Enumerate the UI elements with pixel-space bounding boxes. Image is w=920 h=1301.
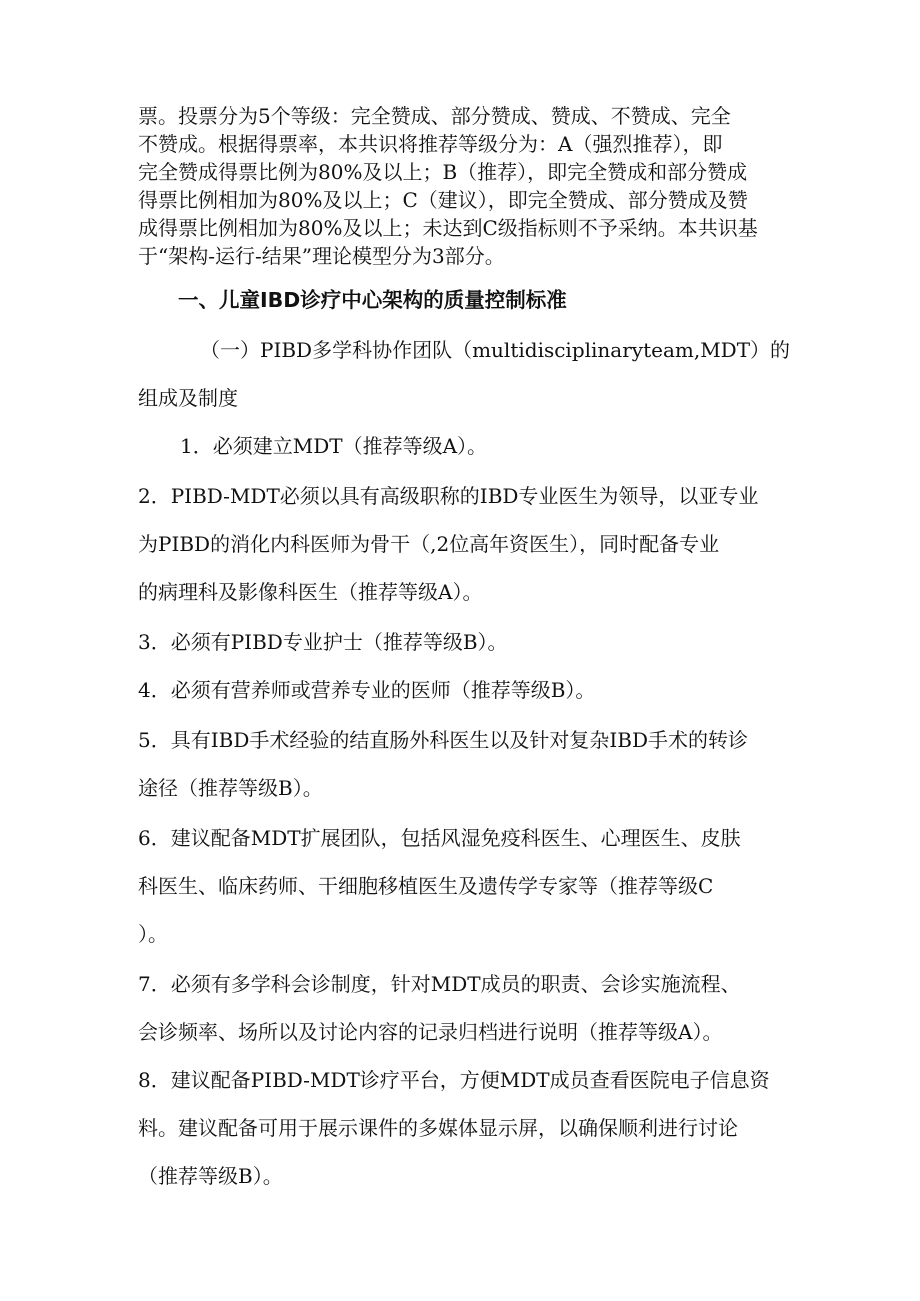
intro-line: 于“架构-运行-结果”理论模型分为3部分。 [138, 244, 505, 268]
list-item-2-line: 2．PIBD-MDT必须以具有高级职称的IBD专业医生为领导，以亚专业 [138, 484, 759, 508]
intro-line: 票。投票分为5个等级：完全赞成、部分赞成、赞成、不赞成、完全 [138, 104, 731, 128]
subsection-heading-line2: 组成及制度 [138, 386, 238, 410]
list-item-5-line: 5．具有IBD手术经验的结直肠外科医生以及针对复杂IBD手术的转诊 [138, 728, 748, 752]
list-item-5-line: 途径（推荐等级B）。 [138, 776, 323, 800]
list-item-3: 3．必须有PIBD专业护士（推荐等级B）。 [138, 630, 508, 654]
section-heading: 一、儿童IBD诊疗中心架构的质量控制标准 [178, 288, 567, 312]
intro-line: 得票比例相加为80%及以上；C（建议），即完全赞成、部分赞成及赞 [138, 188, 748, 212]
intro-line: 成得票比例相加为80%及以上；未达到C级指标则不予采纳。本共识基 [138, 216, 758, 240]
list-item-1: 1．必须建立MDT（推荐等级A）。 [180, 434, 488, 458]
list-item-7-line: 会诊频率、场所以及讨论内容的记录归档进行说明（推荐等级A）。 [138, 1020, 723, 1044]
list-item-8-line: 8．建议配备PIBD-MDT诊疗平台，方便MDT成员查看医院电子信息资 [138, 1068, 770, 1092]
intro-line: 不赞成。根据得票率，本共识将推荐等级分为：A（强烈推荐），即 [138, 132, 723, 156]
intro-line: 完全赞成得票比例为80%及以上；B（推荐），即完全赞成和部分赞成 [138, 160, 748, 184]
list-item-2-line: 为PIBD的消化内科医师为骨干（,2位高年资医生），同时配备专业 [138, 532, 720, 556]
list-item-6-line: 6．建议配备MDT扩展团队，包括风湿免疫科医生、心理医生、皮肤 [138, 826, 741, 850]
list-item-6-line: ）。 [138, 922, 168, 946]
list-item-7-line: 7．必须有多学科会诊制度，针对MDT成员的职责、会诊实施流程、 [138, 972, 741, 996]
list-item-2-line: 的病理科及影像科医生（推荐等级A）。 [138, 580, 483, 604]
list-item-8-line: 料。建议配备可用于展示课件的多媒体显示屏，以确保顺利进行讨论 [138, 1116, 738, 1140]
subsection-heading-line1: （一）PIBD多学科协作团队（multidisciplinaryteam,MDT）的 [200, 338, 791, 362]
list-item-4: 4．必须有营养师或营养专业的医师（推荐等级B）。 [138, 678, 596, 702]
list-item-8-line: （推荐等级B）。 [138, 1164, 283, 1188]
list-item-6-line: 科医生、临床药师、干细胞移植医生及遗传学专家等（推荐等级C [138, 874, 714, 898]
